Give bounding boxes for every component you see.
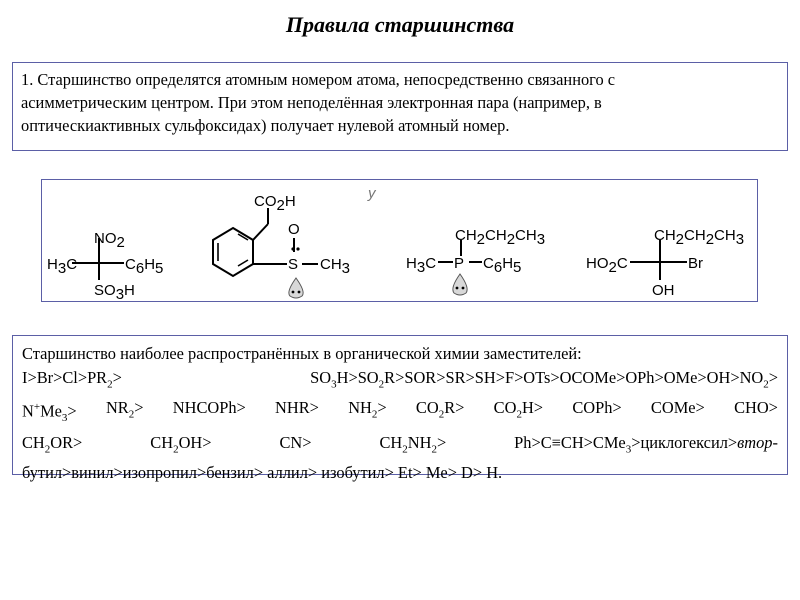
m2-sulfur-label: S (288, 256, 299, 273)
seniority-box (12, 335, 788, 483)
m1-left-label: H3C (47, 256, 78, 277)
m3-center-label: P (454, 255, 465, 272)
m3-right-label: C6H5 (483, 255, 522, 276)
molecule-1 (47, 230, 163, 300)
molecule-4 (586, 227, 744, 299)
lone-pair-lobe-icon (453, 274, 467, 295)
m2-methyl-label: CH3 (320, 256, 351, 277)
m3-left-label: H3C (406, 255, 437, 276)
rule-1-line-3: оптическиактивных сульфоксидах) получает нулевой атомный номер. (21, 116, 510, 135)
rule-1-line-2: асимметрическим центром. При этом неподелённая электронная пара (например, в (21, 93, 602, 112)
m4-top-label: CH2CH2CH3 (654, 227, 745, 248)
seniority-line-2: $I>Br>Cl>PR_2>$ $SO_3H>SO_2R>SOR>SR>SH>F>OTs>OCOMe>OPh>OMe>OH>NO_2>$ (22, 367, 778, 390)
m1-top-label: NO2 (94, 230, 125, 251)
rule-1-box (12, 62, 788, 151)
structures-box (41, 179, 758, 302)
stray-mark: у (368, 185, 376, 202)
molecule-2 (213, 193, 350, 298)
m4-right-label: Br (688, 255, 703, 272)
page-title: Правила старшинства (285, 12, 515, 37)
structures-drawing (42, 180, 756, 300)
m4-left-label: HO2C (586, 255, 628, 276)
seniority-intro: Старшинство наиболее распространённых в органической химии заместителей: (22, 344, 582, 363)
m4-bottom-label: OH (652, 282, 675, 299)
m1-right-label: C6H5 (125, 256, 164, 277)
m3-top-label: CH2CH2CH3 (455, 227, 546, 248)
seniority-line-5: бутил>винил>изопропил>бензил> аллил> изобутил> Et> Me> D> H. (22, 463, 503, 483)
m2-acid-label: CO2H (254, 193, 296, 214)
seniority-line-4: $CH_2OR>$ $CH_2OH>$ CN> $CH_2NH_2>$ Ph>C≡CH>CMe$_3$>циклогексил>втор- (22, 432, 778, 455)
seniority-line-3: $N^+Me_3>$ $NR_2>$ NHCOPh> NHR> $NH_2>$ $CO_2R>$ $CO_2H>$ COPh> COMe> CHO> (22, 398, 778, 425)
lone-pair-lobe-icon (289, 278, 303, 298)
m2-oxygen-label: O (288, 221, 300, 238)
molecule-3 (406, 227, 545, 295)
m1-bottom-label: SO3H (94, 282, 135, 300)
rule-1-line-1: 1. Старшинство определятся атомным номером атома, непосредственно связанного с (21, 70, 616, 89)
